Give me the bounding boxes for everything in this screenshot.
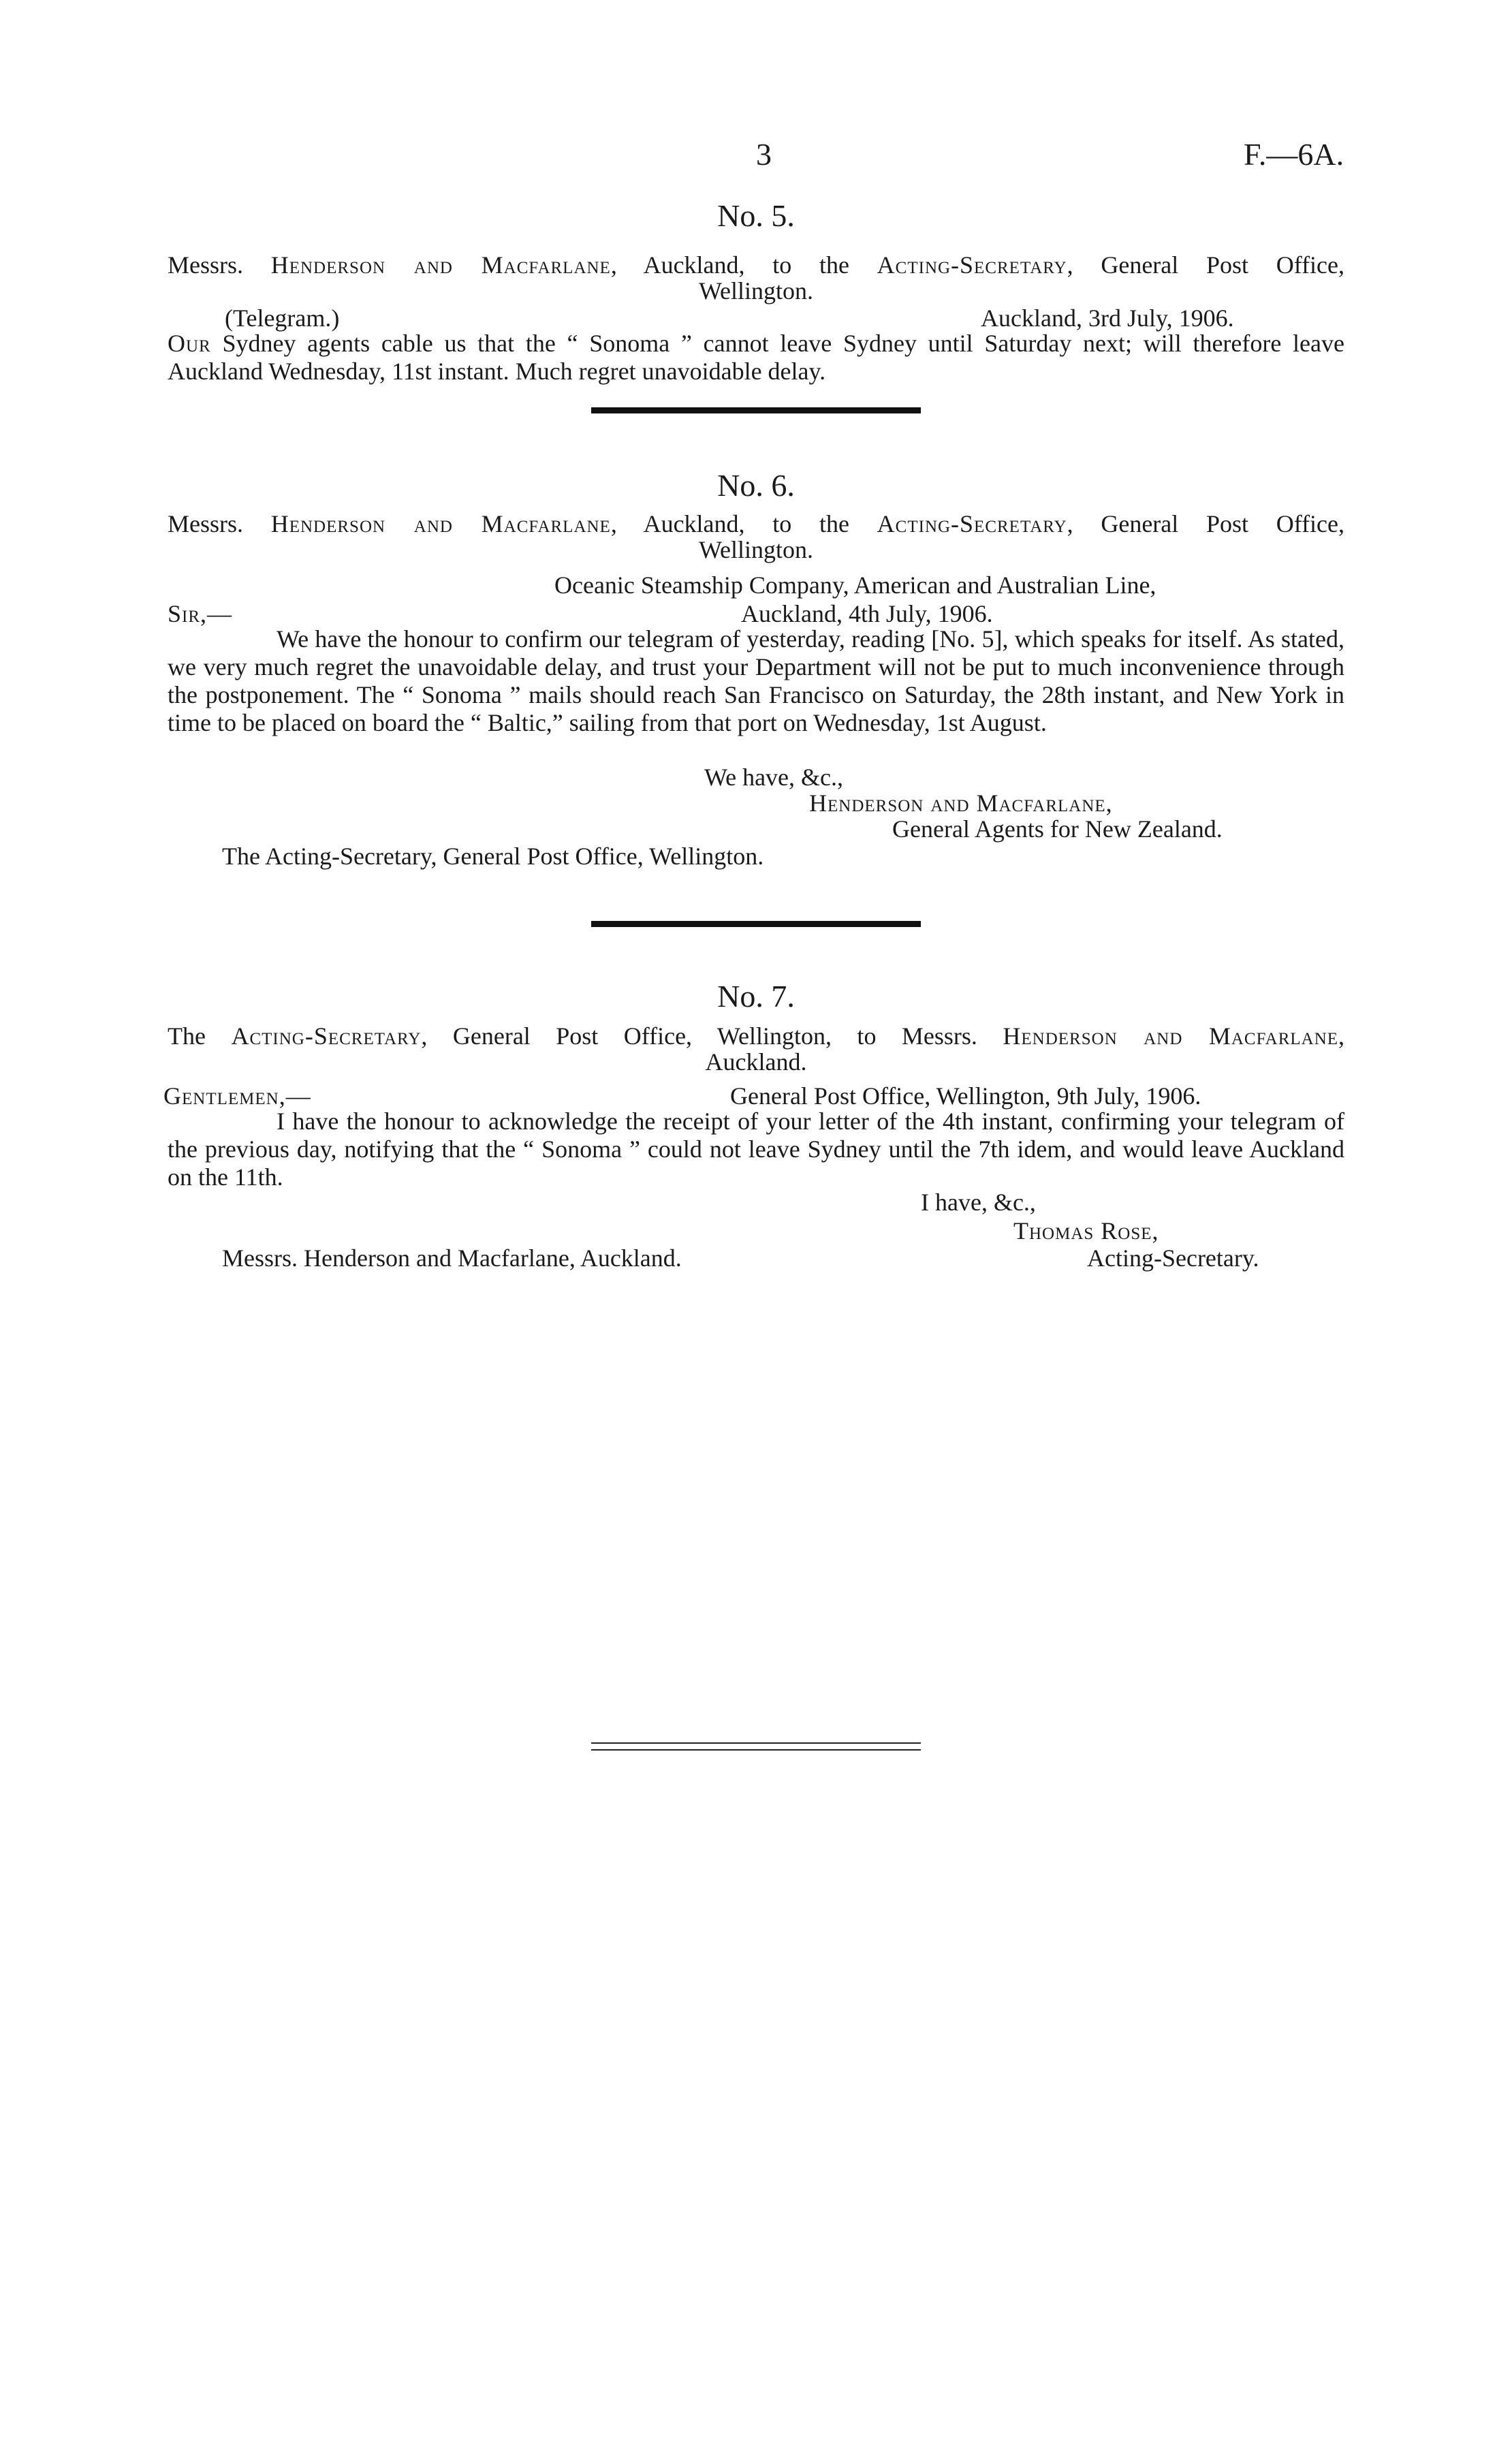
document-reference: F.—6A.	[1244, 137, 1344, 172]
address-suffix: , General Post Office,	[1067, 510, 1345, 537]
salutation-no7: Gentlemen,—	[163, 1082, 311, 1110]
address-suffix: ,	[1338, 1022, 1345, 1050]
date-line-no7: General Post Office, Wellington, 9th July, 1906.	[730, 1082, 1201, 1110]
address-suffix: , General Post Office,	[1067, 251, 1345, 279]
body-text: Sydney agents cable us that the “ Sonoma ” cannot leave Sydney until Saturday next; will therefore leave Auckland Wednesday, 11st instant. Much regret unavoidable delay.	[168, 330, 1344, 385]
end-rule-bottom	[591, 1749, 921, 1751]
body-no5	[168, 330, 1344, 386]
address-line2-no7: Auckland.	[705, 1048, 807, 1076]
section-heading-no6: No. 6.	[717, 468, 795, 503]
address-line2-no5: Wellington.	[698, 277, 814, 304]
address-prefix: Messrs.	[168, 510, 244, 537]
address-recipient: Acting-Secretary	[877, 510, 1067, 537]
address-line-no7	[168, 1022, 1344, 1050]
address-sender: Henderson and Macfarlane	[270, 510, 611, 537]
address-prefix: The	[168, 1022, 206, 1050]
address-mid: , Auckland, to the	[610, 251, 849, 279]
address-mid: , Auckland, to the	[610, 510, 849, 537]
page-number: 3	[756, 137, 772, 172]
signatory-title-no6: General Agents for New Zealand.	[892, 815, 1223, 843]
body-no6: We have the honour to confirm our telegram of yesterday, reading [No. 5], which speaks for itself. As stated, we very much regret the unavoidable delay, and trust your Department will not be put to much inconvenience through the postponement. The “ Sonoma ” mails should reach San Francisco on Saturday, the 28th instant, and New York in time to be placed on board the “ Baltic,” sailing from that port on Wednesday, 1st August.	[168, 625, 1344, 736]
address-sender: Acting-Secretary	[231, 1022, 422, 1050]
closing-no7: I have, &c.,	[921, 1189, 1036, 1216]
telegram-label: (Telegram.)	[225, 304, 340, 332]
address-line-no5	[168, 251, 1344, 279]
salutation-no6: Sir,—	[168, 600, 233, 627]
addressee-no6: The Acting-Secretary, General Post Office, Wellington.	[222, 843, 764, 870]
origin-line1: Oceanic Steamship Company, American and Australian Line,	[554, 571, 1156, 599]
address-mid: , General Post Office, Wellington, to Messrs.	[421, 1022, 977, 1050]
section-divider	[591, 921, 921, 927]
address-line-no6	[168, 509, 1344, 538]
addressee-no7: Messrs. Henderson and Macfarlane, Auckland.	[222, 1244, 682, 1272]
end-rule-top	[591, 1742, 921, 1744]
signatory-title-no7: Acting-Secretary.	[1087, 1244, 1259, 1272]
address-recipient: Acting-Secretary	[877, 251, 1067, 279]
date-line-no5: Auckland, 3rd July, 1906.	[981, 304, 1234, 332]
section-heading-no5: No. 5.	[717, 198, 795, 233]
address-sender: Henderson and Macfarlane	[270, 251, 611, 279]
address-line2-no6: Wellington.	[698, 536, 814, 563]
origin-line2: Auckland, 4th July, 1906.	[741, 600, 993, 627]
address-prefix: Messrs.	[168, 251, 244, 279]
signatory-no6: Henderson and Macfarlane,	[809, 789, 1113, 817]
body-no7: I have the honour to acknowledge the receipt of your letter of the 4th instant, confirming your telegram of the previous day, notifying that the “ Sonoma ” could not leave Sydney until the 7th idem, and would leave Auckland on the 11th.	[168, 1108, 1344, 1191]
closing-no6: We have, &c.,	[704, 764, 844, 791]
section-heading-no7: No. 7.	[717, 979, 795, 1014]
body-lead-word: Our	[168, 330, 211, 357]
section-divider	[591, 407, 921, 413]
address-recipient: Henderson and Macfarlane	[1003, 1022, 1339, 1050]
signatory-no7: Thomas Rose,	[1013, 1217, 1159, 1244]
